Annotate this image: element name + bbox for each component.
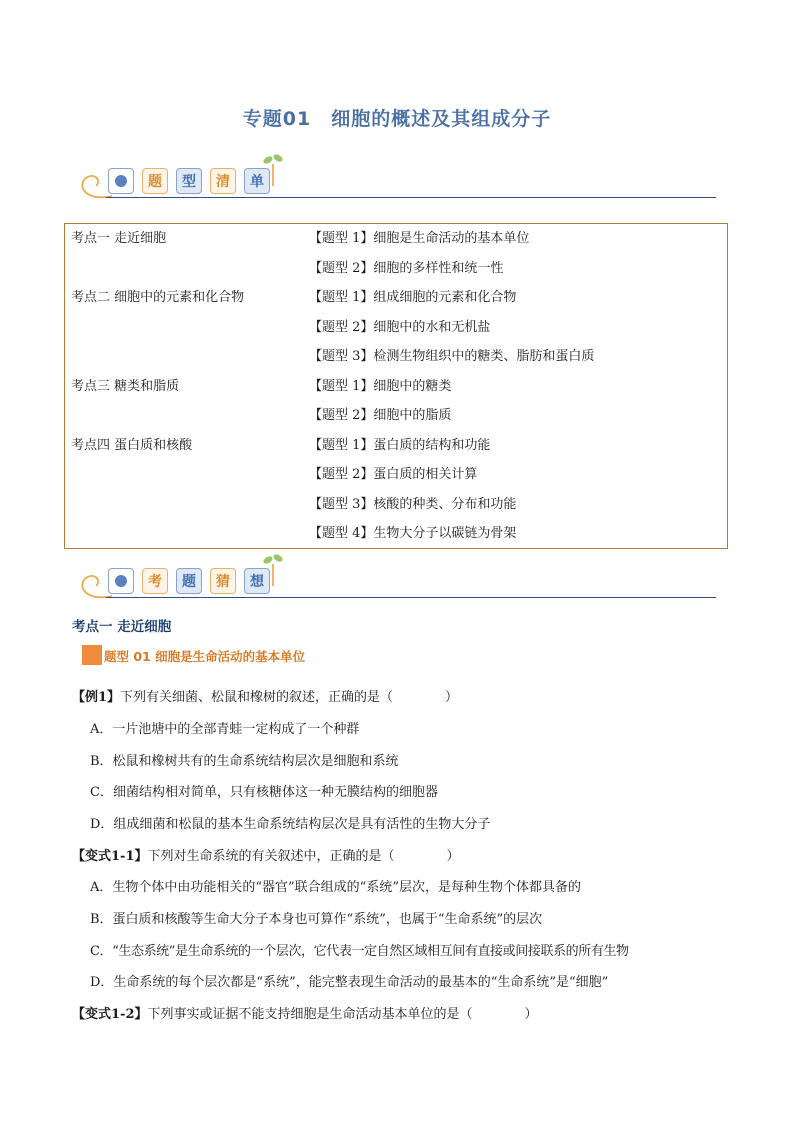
table-row: 【题型 4】生物大分子以碳链为骨架 — [309, 526, 517, 541]
option: C．“生态系统”是生命系统的一个层次，它代表一定自然区域相互间有直接或间接联系的所有生物 — [90, 944, 629, 959]
table-row: 【题型 2】蛋白质的相关计算 — [309, 467, 478, 482]
banner-char: 考 — [142, 568, 168, 594]
table-row: 【题型 3】检测生物组织中的糖类、脂肪和蛋白质 — [309, 349, 595, 364]
table-row: 考点四 蛋白质和核酸 【题型 1】蛋白质的结构和功能 — [71, 438, 491, 453]
table-row: 考点一 走近细胞 【题型 1】细胞是生命活动的基本单位 — [71, 231, 530, 246]
dot-icon — [108, 168, 134, 194]
page-title: 专题01 细胞的概述及其组成分子 — [242, 108, 552, 130]
banner-char: 想 — [244, 568, 270, 594]
option: D．生命系统的每个层次都是“系统”，能完整表现生命活动的最基本的“生命系统”是“细胞” — [90, 975, 609, 990]
option: B．蛋白质和核酸等生命大分子本身也可算作“系统”，也属于“生命系统”的层次 — [90, 912, 543, 927]
banner-char: 单 — [244, 168, 270, 194]
option: A．生物个体中由功能相关的“器官”联合组成的“系统”层次，是每种生物个体都具备的 — [90, 880, 581, 895]
banner-char: 清 — [210, 168, 236, 194]
option: B．松鼠和橡树共有的生命系统结构层次是细胞和系统 — [90, 754, 399, 769]
banner-char: 猜 — [210, 568, 236, 594]
table-row: 【题型 3】核酸的种类、分布和功能 — [309, 497, 517, 512]
question-stem: 【变式1-2】下列事实或证据不能支持细胞是生命活动基本单位的是（ ） — [72, 1007, 538, 1022]
table-row: 考点二 细胞中的元素和化合物 【题型 1】组成细胞的元素和化合物 — [71, 290, 517, 305]
section-heading: 考点一 走近细胞 — [72, 619, 172, 635]
table-row: 【题型 2】细胞中的脂质 — [309, 408, 452, 423]
table-row: 考点三 糖类和脂质 【题型 1】细胞中的糖类 — [71, 379, 452, 394]
banner-char: 题 — [142, 168, 168, 194]
option: D．组成细菌和松鼠的基本生命系统结构层次是具有活性的生物大分子 — [90, 817, 491, 832]
question-stem: 【例1】下列有关细菌、松鼠和橡树的叙述，正确的是（ ） — [72, 690, 459, 705]
banner-type-list — [76, 156, 716, 206]
type-list-table — [64, 223, 728, 549]
question-stem: 【变式1-1】下列对生命系统的有关叙述中，正确的是（ ） — [72, 849, 460, 864]
banner-char: 题 — [176, 568, 202, 594]
table-row: 【题型 2】细胞中的水和无机盐 — [309, 320, 491, 335]
orange-block-icon — [82, 645, 102, 665]
banner-char: 型 — [176, 168, 202, 194]
dot-icon — [108, 568, 134, 594]
table-row: 【题型 2】细胞的多样性和统一性 — [309, 261, 504, 276]
option: C．细菌结构相对简单，只有核糖体这一种无膜结构的细胞器 — [90, 785, 438, 800]
option: A．一片池塘中的全部青蛙一定构成了一个种群 — [90, 722, 360, 737]
banner-question-predictions — [76, 556, 716, 606]
